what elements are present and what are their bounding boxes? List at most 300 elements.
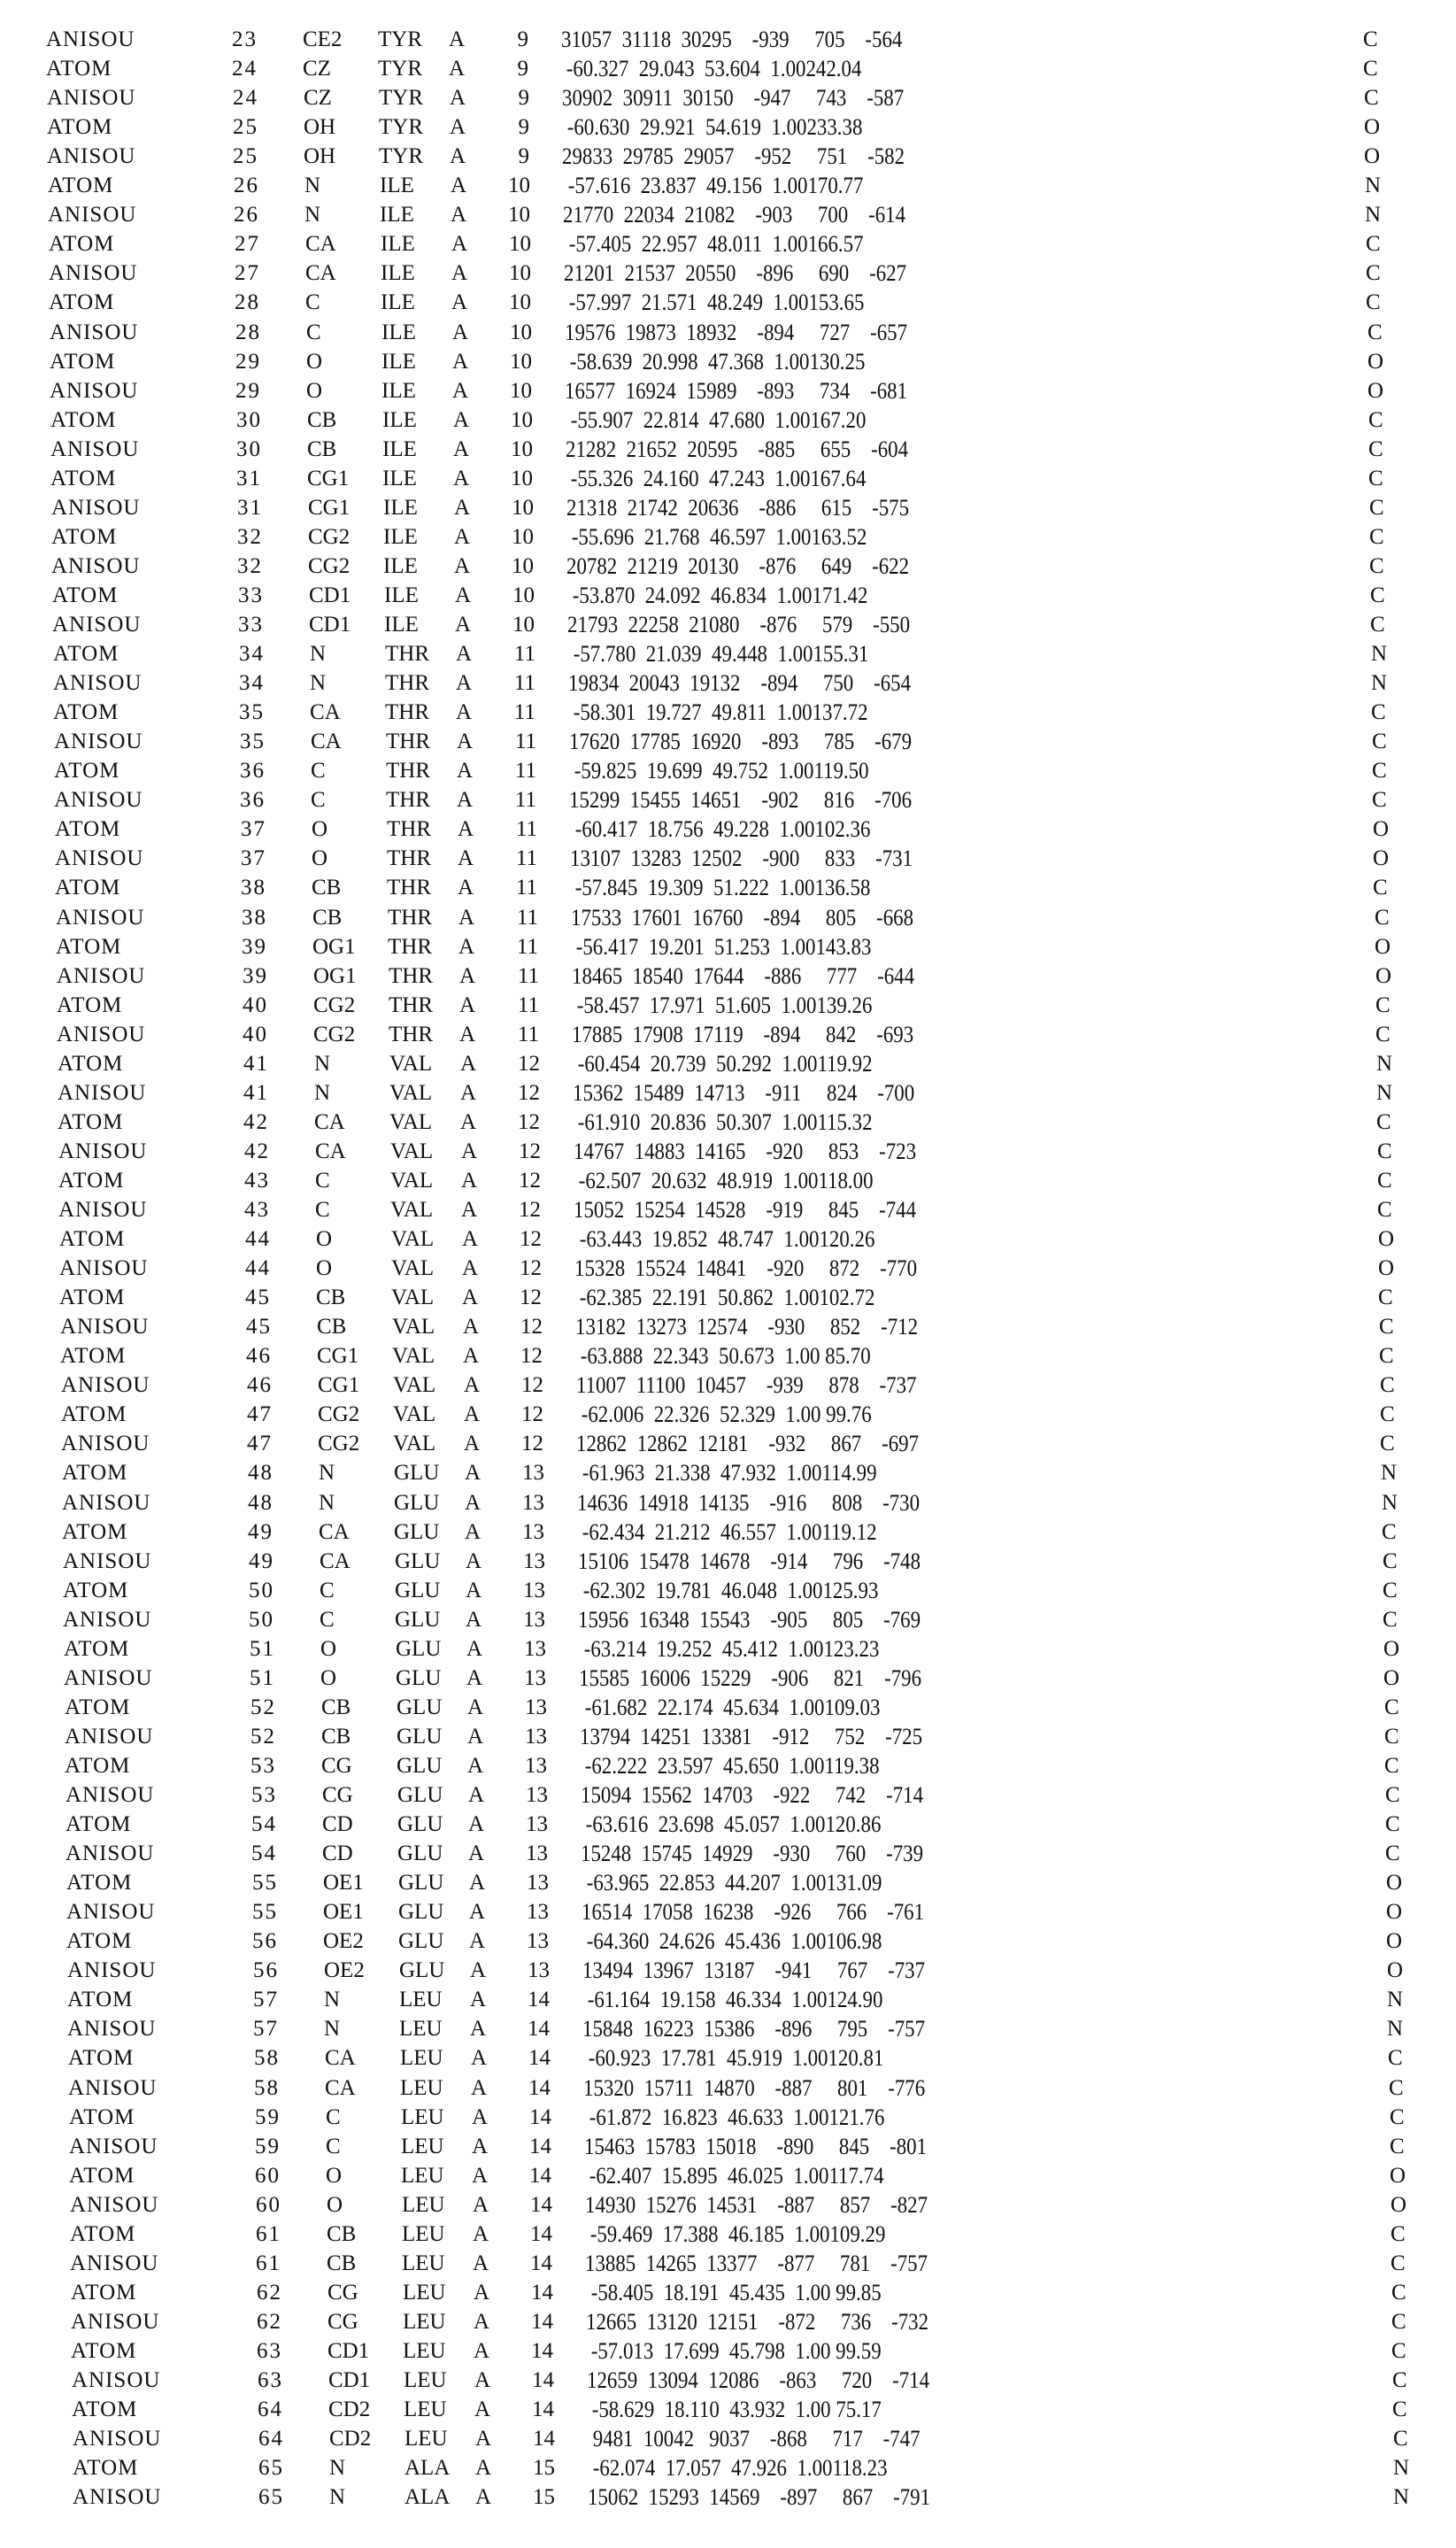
atom-record-row xyxy=(64,1634,1444,1664)
values: 16514 17058 16238 -926 766 -761 xyxy=(582,1899,925,1926)
atom-record-row xyxy=(53,698,1434,727)
atom-serial: 41 xyxy=(243,1080,269,1105)
anisou-record-row xyxy=(58,1078,1438,1108)
atom-record-row xyxy=(73,2453,1453,2482)
element-symbol: C xyxy=(1385,1783,1400,1807)
atom-serial: 45 xyxy=(246,1315,272,1340)
atom-serial: 40 xyxy=(243,992,268,1017)
values: -60.327 29.043 53.604 1.00242.04 xyxy=(561,56,862,82)
element-symbol: C xyxy=(1366,290,1381,315)
values: -62.302 19.781 46.048 1.00125.93 xyxy=(578,1577,879,1603)
values: -62.507 20.632 48.919 1.00118.00 xyxy=(574,1167,874,1193)
atom-record-row xyxy=(71,2336,1452,2366)
atom-name: C xyxy=(311,759,326,784)
atom-record-row xyxy=(67,1985,1448,2014)
residue-name: LEU xyxy=(401,2134,444,2158)
atom-serial: 44 xyxy=(245,1256,271,1281)
values: 15328 15524 14841 -920 872 -770 xyxy=(574,1255,918,1282)
chain-id: A xyxy=(472,2134,489,2158)
residue-name: ILE xyxy=(380,203,414,228)
atom-serial: 56 xyxy=(253,1958,279,1983)
anisou-record-row xyxy=(62,1488,1443,1517)
anisou-record-row xyxy=(65,1780,1446,1810)
atom-serial: 50 xyxy=(249,1578,274,1602)
atom-record-row xyxy=(48,171,1429,200)
values: -62.074 17.057 47.926 1.00118.23 xyxy=(588,2455,888,2482)
record-type: ANISOU xyxy=(50,320,139,344)
residue-name: ILE xyxy=(382,436,417,461)
record-type: ANISOU xyxy=(51,495,141,520)
atom-name: CB xyxy=(327,2251,357,2275)
chain-id: A xyxy=(469,1900,486,1925)
atom-record-row xyxy=(53,639,1434,668)
atom-record-row xyxy=(58,1166,1439,1195)
values: -57.845 19.309 51.222 1.00136.58 xyxy=(570,875,871,901)
atom-serial: 41 xyxy=(243,1051,269,1076)
atom-serial: 58 xyxy=(254,2046,280,2071)
residue-seq: 12 xyxy=(518,1109,540,1134)
residue-seq: 10 xyxy=(509,232,531,257)
chain-id: A xyxy=(452,378,469,403)
residue-name: VAL xyxy=(390,1168,434,1193)
element-symbol: C xyxy=(1391,2221,1406,2246)
chain-id: A xyxy=(453,436,470,461)
values: -58.457 17.971 51.605 1.00139.26 xyxy=(572,992,873,1018)
values: 21201 21537 20550 -896 690 -627 xyxy=(564,260,907,287)
values: 17533 17601 16760 -894 805 -668 xyxy=(571,904,914,930)
residue-seq: 10 xyxy=(510,378,532,403)
values: 15106 15478 14678 -914 796 -748 xyxy=(578,1548,921,1574)
element-symbol: C xyxy=(1379,1315,1394,1340)
record-type: ANISOU xyxy=(54,788,143,813)
element-symbol: C xyxy=(1391,2338,1406,2363)
element-symbol: C xyxy=(1368,407,1383,432)
chain-id: A xyxy=(450,86,466,111)
element-symbol: C xyxy=(1377,1198,1392,1222)
residue-seq: 10 xyxy=(511,466,533,490)
record-type: ATOM xyxy=(50,407,117,432)
record-type: ANISOU xyxy=(57,963,146,988)
values: 21282 21652 20595 -885 655 -604 xyxy=(566,436,909,462)
chain-id: A xyxy=(468,1842,485,1866)
atom-name: O xyxy=(316,1256,333,1281)
element-symbol: C xyxy=(1379,1344,1394,1369)
values: -60.923 17.781 45.919 1.00120.81 xyxy=(583,2045,884,2072)
atom-serial: 31 xyxy=(237,495,263,520)
atom-name: CD1 xyxy=(309,613,351,637)
element-symbol: O xyxy=(1364,115,1381,140)
record-type: ANISOU xyxy=(48,203,137,228)
residue-seq: 14 xyxy=(531,2280,553,2305)
element-symbol: C xyxy=(1373,876,1388,900)
element-symbol: N xyxy=(1387,1988,1404,2012)
chain-id: A xyxy=(460,1080,477,1105)
residue-seq: 13 xyxy=(526,1812,548,1837)
record-type: ATOM xyxy=(69,2163,135,2188)
residue-name: THR xyxy=(385,642,429,667)
residue-seq: 12 xyxy=(521,1432,543,1456)
anisou-record-row xyxy=(63,1605,1444,1634)
chain-id: A xyxy=(462,1256,479,1281)
residue-name: THR xyxy=(389,992,433,1017)
record-type: ATOM xyxy=(58,1051,124,1076)
atom-name: C xyxy=(315,1198,330,1222)
atom-serial: 40 xyxy=(243,1022,268,1046)
record-type: ATOM xyxy=(71,2338,137,2363)
element-symbol: N xyxy=(1376,1080,1393,1105)
element-symbol: C xyxy=(1380,1432,1395,1456)
residue-name: VAL xyxy=(390,1139,434,1163)
atom-serial: 27 xyxy=(235,232,260,257)
atom-record-row xyxy=(66,1926,1447,1956)
chain-id: A xyxy=(451,290,468,315)
atom-name: CB xyxy=(317,1315,347,1340)
residue-name: GLU xyxy=(395,1548,441,1573)
residue-seq: 13 xyxy=(523,1607,545,1632)
values: 19834 20043 19132 -894 750 -654 xyxy=(568,670,912,697)
atom-record-row xyxy=(51,522,1432,552)
atom-name: N xyxy=(314,1080,331,1105)
atom-record-row xyxy=(52,581,1433,610)
record-type: ANISOU xyxy=(65,1783,155,1807)
record-type: ANISOU xyxy=(50,436,140,461)
atom-serial: 57 xyxy=(253,2017,279,2042)
atom-serial: 34 xyxy=(239,671,265,696)
record-type: ATOM xyxy=(58,1168,125,1193)
atom-serial: 39 xyxy=(243,963,268,988)
anisou-record-row xyxy=(49,259,1429,288)
residue-seq: 13 xyxy=(528,1958,550,1983)
record-type: ATOM xyxy=(54,759,120,784)
chain-id: A xyxy=(454,495,471,520)
atom-name: CB xyxy=(327,2221,357,2246)
values: -55.696 21.768 46.597 1.00163.52 xyxy=(566,523,867,550)
values: 15062 15293 14569 -897 867 -791 xyxy=(588,2484,931,2511)
atom-name: CA xyxy=(314,1109,345,1134)
anisou-record-row xyxy=(53,668,1434,698)
residue-seq: 12 xyxy=(518,1080,540,1105)
chain-id: A xyxy=(466,1578,482,1602)
chain-id: A xyxy=(465,1519,481,1544)
residue-seq: 9 xyxy=(517,27,528,51)
residue-name: GLU xyxy=(397,1753,443,1778)
atom-record-row xyxy=(70,2220,1451,2249)
residue-name: THR xyxy=(388,934,432,959)
record-type: ANISOU xyxy=(55,846,144,871)
atom-record-row xyxy=(61,1400,1442,1429)
chain-id: A xyxy=(466,1665,483,1690)
values: 15362 15489 14713 -911 824 -700 xyxy=(573,1079,915,1106)
residue-name: VAL xyxy=(390,1198,434,1222)
atom-name: CB xyxy=(321,1695,351,1719)
values: 20782 21219 20130 -876 649 -622 xyxy=(566,552,910,579)
residue-seq: 14 xyxy=(531,2309,553,2334)
residue-seq: 11 xyxy=(515,846,537,871)
element-symbol: O xyxy=(1375,963,1392,988)
anisou-record-row xyxy=(56,903,1437,932)
atom-serial: 59 xyxy=(255,2104,281,2129)
chain-id: A xyxy=(452,349,469,374)
residue-name: GLU xyxy=(399,1958,445,1983)
record-type: ATOM xyxy=(72,2397,138,2422)
residue-name: TYR xyxy=(378,27,422,51)
element-symbol: C xyxy=(1385,1842,1400,1866)
atom-serial: 33 xyxy=(238,583,264,607)
atom-serial: 42 xyxy=(244,1139,270,1163)
record-type: ANISOU xyxy=(66,1900,156,1925)
atom-name: CA xyxy=(315,1139,346,1163)
anisou-record-row xyxy=(72,2366,1452,2395)
chain-id: A xyxy=(475,2427,492,2451)
atom-name: N xyxy=(324,1988,341,2012)
atom-serial: 43 xyxy=(244,1198,270,1222)
element-symbol: C xyxy=(1366,261,1381,286)
atom-name: O xyxy=(327,2192,343,2217)
chain-id: A xyxy=(455,583,472,607)
residue-name: ILE xyxy=(381,232,415,257)
values: 14767 14883 14165 -920 853 -723 xyxy=(574,1138,917,1164)
values: -60.630 29.921 54.619 1.00233.38 xyxy=(562,114,863,141)
chain-id: A xyxy=(449,27,466,51)
residue-name: VAL xyxy=(392,1344,435,1369)
residue-name: LEU xyxy=(404,2427,448,2451)
element-symbol: C xyxy=(1391,2251,1406,2275)
element-symbol: C xyxy=(1392,2397,1407,2422)
values: -64.360 24.626 45.436 1.00106.98 xyxy=(582,1928,882,1955)
record-type: ANISOU xyxy=(73,2427,162,2451)
atom-name: O xyxy=(316,1227,333,1252)
record-type: ANISOU xyxy=(46,27,135,51)
atom-name: CB xyxy=(312,905,343,930)
residue-seq: 14 xyxy=(529,2104,551,2129)
residue-seq: 13 xyxy=(527,1871,549,1896)
values: -57.780 21.039 49.448 1.00155.31 xyxy=(568,641,869,668)
element-symbol: N xyxy=(1376,1051,1393,1076)
atom-serial: 55 xyxy=(252,1900,278,1925)
element-symbol: C xyxy=(1383,1548,1398,1573)
atom-record-row xyxy=(71,2278,1452,2307)
chain-id: A xyxy=(463,1315,480,1340)
atom-name: CB xyxy=(321,1724,351,1749)
record-type: ATOM xyxy=(67,1988,134,2012)
residue-name: LEU xyxy=(401,2104,444,2129)
element-symbol: O xyxy=(1378,1227,1395,1252)
element-symbol: C xyxy=(1368,466,1383,490)
residue-name: LEU xyxy=(401,2163,444,2188)
chain-id: A xyxy=(474,2280,490,2305)
chain-id: A xyxy=(454,553,471,578)
element-symbol: O xyxy=(1390,2163,1406,2188)
element-symbol: C xyxy=(1370,613,1385,637)
residue-seq: 11 xyxy=(513,700,535,725)
residue-seq: 12 xyxy=(520,1315,543,1340)
values: 12665 13120 12151 -872 736 -732 xyxy=(586,2308,929,2335)
atom-name: OE2 xyxy=(323,1929,364,1954)
atom-serial: 56 xyxy=(252,1929,278,1954)
atom-name: C xyxy=(320,1607,335,1632)
values: 15248 15745 14929 -930 760 -739 xyxy=(581,1841,924,1867)
atom-name: O xyxy=(306,378,323,403)
anisou-record-row xyxy=(50,318,1430,347)
residue-seq: 13 xyxy=(523,1578,545,1602)
element-symbol: C xyxy=(1366,232,1381,257)
residue-seq: 13 xyxy=(522,1519,544,1544)
atom-record-row xyxy=(49,288,1429,317)
atom-record-row xyxy=(59,1283,1440,1312)
values: -53.870 24.092 46.834 1.00171.42 xyxy=(567,582,868,608)
atom-serial: 53 xyxy=(251,1783,277,1807)
atom-serial: 48 xyxy=(248,1461,273,1486)
values: 31057 31118 30295 -939 705 -564 xyxy=(561,27,903,52)
values: -62.222 23.597 45.650 1.00119.38 xyxy=(580,1752,880,1779)
element-symbol: O xyxy=(1387,1958,1404,1983)
atom-name: CA xyxy=(305,232,336,257)
values: -59.825 19.699 49.752 1.00119.50 xyxy=(569,758,869,784)
atom-name: CD xyxy=(322,1812,353,1837)
element-symbol: C xyxy=(1369,524,1384,549)
values: 17885 17908 17119 -894 842 -693 xyxy=(572,1021,914,1047)
atom-record-row xyxy=(68,2043,1449,2073)
values: 15299 15455 14651 -902 816 -706 xyxy=(569,787,913,814)
record-type: ATOM xyxy=(51,524,118,549)
element-symbol: C xyxy=(1369,553,1384,578)
residue-name: GLU xyxy=(398,1871,444,1896)
record-type: ANISOU xyxy=(53,671,143,696)
atom-serial: 52 xyxy=(250,1724,276,1749)
atom-name: O xyxy=(306,349,323,374)
chain-id: A xyxy=(474,2368,491,2392)
element-symbol: C xyxy=(1375,1022,1391,1046)
record-type: ANISOU xyxy=(54,730,143,754)
element-symbol: C xyxy=(1390,2104,1405,2129)
residue-name: VAL xyxy=(393,1432,436,1456)
record-type: ATOM xyxy=(55,817,121,842)
atom-serial: 64 xyxy=(258,2397,283,2422)
record-type: ATOM xyxy=(70,2221,136,2246)
chain-id: A xyxy=(459,963,476,988)
chain-id: A xyxy=(475,2456,492,2481)
record-type: ANISOU xyxy=(58,1080,147,1105)
values: -56.417 19.201 51.253 1.00143.83 xyxy=(571,933,872,960)
chain-id: A xyxy=(454,524,471,549)
atom-name: O xyxy=(312,817,328,842)
chain-id: A xyxy=(466,1607,482,1632)
record-type: ATOM xyxy=(48,174,114,198)
residue-name: LEU xyxy=(402,2192,445,2217)
residue-name: LEU xyxy=(402,2251,445,2275)
atom-name: OE1 xyxy=(323,1871,364,1896)
atom-name: N xyxy=(329,2456,346,2481)
atom-name: CD2 xyxy=(329,2427,372,2451)
atom-name: CD1 xyxy=(328,2368,371,2392)
atom-record-row xyxy=(62,1517,1443,1547)
residue-name: VAL xyxy=(389,1051,433,1076)
chain-id: A xyxy=(473,2192,489,2217)
atom-record-row xyxy=(57,991,1437,1020)
atom-record-row xyxy=(49,229,1429,259)
record-type: ANISOU xyxy=(47,144,136,169)
values: 13182 13273 12574 -930 852 -712 xyxy=(575,1314,919,1340)
element-symbol: O xyxy=(1386,1900,1403,1925)
atom-record-row xyxy=(63,1576,1444,1605)
element-symbol: C xyxy=(1368,436,1383,461)
element-symbol: C xyxy=(1380,1373,1395,1398)
atom-serial: 27 xyxy=(235,261,260,286)
atom-name: CA xyxy=(320,1548,351,1573)
atom-serial: 51 xyxy=(250,1636,275,1661)
values: 30902 30911 30150 -947 743 -587 xyxy=(562,85,905,112)
residue-seq: 13 xyxy=(526,1842,548,1866)
atom-serial: 64 xyxy=(258,2427,284,2451)
residue-seq: 12 xyxy=(519,1139,541,1163)
residue-name: TYR xyxy=(379,144,423,169)
element-symbol: C xyxy=(1372,759,1387,784)
record-type: ATOM xyxy=(49,290,115,315)
atom-name: CA xyxy=(311,730,342,754)
anisou-record-row xyxy=(57,1020,1437,1049)
atom-name: N xyxy=(319,1461,335,1486)
values: -62.006 22.326 52.329 1.00 99.76 xyxy=(576,1401,872,1428)
element-symbol: O xyxy=(1386,1871,1403,1896)
residue-name: LEU xyxy=(403,2280,446,2305)
chain-id: A xyxy=(462,1286,479,1310)
chain-id: A xyxy=(464,1373,481,1398)
anisou-record-row xyxy=(64,1664,1444,1693)
anisou-record-row xyxy=(59,1254,1440,1283)
element-symbol: C xyxy=(1371,700,1386,725)
chain-id: A xyxy=(453,466,470,490)
atom-name: CB xyxy=(307,407,337,432)
chain-id: A xyxy=(470,2017,487,2042)
atom-record-row xyxy=(69,2161,1450,2190)
chain-id: A xyxy=(466,1636,483,1661)
values: -61.164 19.158 46.334 1.00124.90 xyxy=(582,1987,883,2013)
values: 15052 15254 14528 -919 845 -744 xyxy=(574,1197,917,1223)
values: 9481 10042 9037 -868 717 -747 xyxy=(588,2426,921,2452)
record-type: ANISOU xyxy=(69,2134,158,2158)
element-symbol: C xyxy=(1369,495,1384,520)
anisou-record-row xyxy=(67,2014,1448,2043)
residue-seq: 14 xyxy=(529,2134,551,2158)
chain-id: A xyxy=(472,2163,489,2188)
record-type: ANISOU xyxy=(71,2309,160,2334)
residue-name: VAL xyxy=(389,1080,433,1105)
atom-name: N xyxy=(310,671,327,696)
record-type: ATOM xyxy=(50,349,116,374)
residue-seq: 11 xyxy=(516,905,538,930)
values: 15956 16348 15543 -905 805 -769 xyxy=(578,1606,921,1633)
anisou-record-row xyxy=(52,610,1433,639)
residue-seq: 9 xyxy=(518,144,529,169)
residue-name: VAL xyxy=(393,1373,436,1398)
record-type: ATOM xyxy=(68,2046,135,2071)
atom-serial: 26 xyxy=(234,203,259,228)
atom-serial: 25 xyxy=(233,144,258,169)
anisou-record-row xyxy=(61,1371,1442,1400)
atom-name: N xyxy=(324,2017,341,2042)
atom-serial: 36 xyxy=(240,759,266,784)
atom-serial: 51 xyxy=(250,1665,275,1690)
record-type: ATOM xyxy=(46,57,112,81)
element-symbol: C xyxy=(1388,2046,1403,2071)
atom-record-row xyxy=(56,932,1437,961)
record-type: ATOM xyxy=(59,1227,126,1252)
anisou-record-row xyxy=(55,844,1436,873)
record-type: ATOM xyxy=(56,934,122,959)
anisou-record-row xyxy=(70,2249,1451,2278)
record-type: ATOM xyxy=(66,1929,133,1954)
atom-name: OG1 xyxy=(313,963,357,988)
